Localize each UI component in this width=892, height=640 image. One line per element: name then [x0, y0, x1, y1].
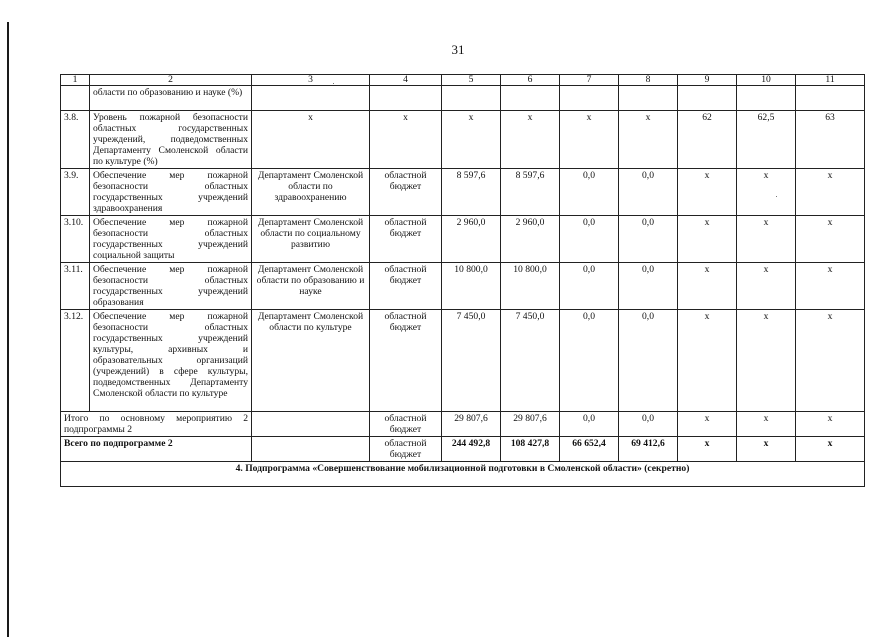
row-description: области по образованию и науке (%): [90, 86, 252, 111]
row-value-10: х: [737, 310, 796, 412]
row-number: 3.11.: [61, 263, 90, 310]
row-executor: [252, 86, 370, 111]
row-value-6: [501, 86, 560, 111]
row-value-7: 0,0: [560, 169, 619, 216]
row-value-10: х: [737, 169, 796, 216]
column-header: 9: [678, 75, 737, 86]
column-header: 3: [252, 75, 370, 86]
row-executor: х: [252, 111, 370, 169]
row-value-5: 10 800,0: [442, 263, 501, 310]
row-value-5: 2 960,0: [442, 216, 501, 263]
row-description: Обеспечение мер пожарной безопасности областных государственных учреждений культуры, архивных и образовательных организаций (учреждений) в сфере культуры, подведомственных Департаменту Смоленской области по культуре: [90, 310, 252, 412]
row-value-10: [737, 86, 796, 111]
row-value-6: 10 800,0: [501, 263, 560, 310]
total-executor: [252, 437, 370, 462]
row-value-6: 7 450,0: [501, 310, 560, 412]
table-row: [61, 216, 865, 263]
row-value-10: 62,5: [737, 111, 796, 169]
total-label: Всего по подпрограмме 2: [61, 437, 252, 462]
row-value-8: 0,0: [619, 169, 678, 216]
page-number: 31: [451, 42, 465, 57]
row-executor: Департамент Смоленской области по социальному развитию: [252, 216, 370, 263]
scan-edge-line: [7, 22, 9, 637]
subtotal-value-8: 0,0: [619, 412, 678, 437]
total-value-11: х: [796, 437, 865, 462]
total-value-9: х: [678, 437, 737, 462]
row-description: Обеспечение мер пожарной безопасности областных государственных учреждений социальной защиты: [90, 216, 252, 263]
row-value-9: х: [678, 310, 737, 412]
total-value-6: 108 427,8: [501, 437, 560, 462]
row-description: Уровень пожарной безопасности областных государственных учреждений, подведомственных Департаменту Смоленской области по культуре (%): [90, 111, 252, 169]
row-executor: Департамент Смоленской области по культуре: [252, 310, 370, 412]
column-header: 11: [796, 75, 865, 86]
column-header: 8: [619, 75, 678, 86]
row-value-11: х: [796, 263, 865, 310]
table-row: [61, 263, 865, 310]
row-value-6: 2 960,0: [501, 216, 560, 263]
row-value-9: х: [678, 263, 737, 310]
total-value-10: х: [737, 437, 796, 462]
program-table: [60, 74, 865, 487]
row-funding-source: [370, 86, 442, 111]
row-number: 3.12.: [61, 310, 90, 412]
subtotal-value-7: 0,0: [560, 412, 619, 437]
row-number: 3.8.: [61, 111, 90, 169]
column-header: 2: [90, 75, 252, 86]
row-funding-source: областной бюджет: [370, 310, 442, 412]
row-value-10: х: [737, 263, 796, 310]
subtotal-funding-source: областной бюджет: [370, 412, 442, 437]
row-executor: Департамент Смоленской области по образованию и науке: [252, 263, 370, 310]
table-row: [61, 310, 865, 412]
column-header: 5: [442, 75, 501, 86]
row-value-11: х: [796, 310, 865, 412]
table-row: [61, 86, 865, 111]
row-value-8: 0,0: [619, 310, 678, 412]
row-value-10: х: [737, 216, 796, 263]
row-funding-source: областной бюджет: [370, 216, 442, 263]
row-description: Обеспечение мер пожарной безопасности областных государственных учреждений здравоохранения: [90, 169, 252, 216]
subtotal-value-5: 29 807,6: [442, 412, 501, 437]
row-value-11: 63: [796, 111, 865, 169]
subtotal-value-9: х: [678, 412, 737, 437]
row-value-8: 0,0: [619, 216, 678, 263]
subtotal-value-10: х: [737, 412, 796, 437]
table-row: [61, 111, 865, 169]
row-value-8: 0,0: [619, 263, 678, 310]
row-value-7: 0,0: [560, 216, 619, 263]
total-row: [61, 437, 865, 462]
row-value-6: х: [501, 111, 560, 169]
row-value-9: 62: [678, 111, 737, 169]
row-value-9: х: [678, 169, 737, 216]
row-value-9: х: [678, 216, 737, 263]
table-row: [61, 169, 865, 216]
row-value-6: 8 597,6: [501, 169, 560, 216]
subtotal-value-11: х: [796, 412, 865, 437]
row-value-7: 0,0: [560, 310, 619, 412]
column-header: 10: [737, 75, 796, 86]
row-funding-source: областной бюджет: [370, 169, 442, 216]
column-header: 1: [61, 75, 90, 86]
subtotal-row: [61, 412, 865, 437]
row-value-11: х: [796, 216, 865, 263]
subprogram-title: 4. Подпрограмма «Совершенствование мобилизационной подготовки в Смоленской области» (секретно): [61, 462, 865, 487]
row-description: Обеспечение мер пожарной безопасности областных государственных учреждений образования: [90, 263, 252, 310]
total-value-7: 66 652,4: [560, 437, 619, 462]
row-number: 3.9.: [61, 169, 90, 216]
row-value-5: х: [442, 111, 501, 169]
row-value-8: [619, 86, 678, 111]
subtotal-label: Итого по основному мероприятию 2 подпрограммы 2: [61, 412, 252, 437]
row-value-5: [442, 86, 501, 111]
row-value-11: х: [796, 169, 865, 216]
row-funding-source: х: [370, 111, 442, 169]
column-header: 6: [501, 75, 560, 86]
row-value-5: 8 597,6: [442, 169, 501, 216]
row-value-9: [678, 86, 737, 111]
column-number-row: [61, 75, 865, 86]
column-header: 7: [560, 75, 619, 86]
total-value-8: 69 412,6: [619, 437, 678, 462]
row-value-11: [796, 86, 865, 111]
row-executor: Департамент Смоленской области по здравоохранению: [252, 169, 370, 216]
subprogram-heading-row: [61, 462, 865, 487]
row-number: [61, 86, 90, 111]
row-value-7: 0,0: [560, 263, 619, 310]
total-funding-source: областной бюджет: [370, 437, 442, 462]
row-value-8: х: [619, 111, 678, 169]
row-value-7: [560, 86, 619, 111]
column-header: 4: [370, 75, 442, 86]
row-number: 3.10.: [61, 216, 90, 263]
row-value-5: 7 450,0: [442, 310, 501, 412]
subtotal-executor: [252, 412, 370, 437]
subtotal-value-6: 29 807,6: [501, 412, 560, 437]
row-value-7: х: [560, 111, 619, 169]
row-funding-source: областной бюджет: [370, 263, 442, 310]
total-value-5: 244 492,8: [442, 437, 501, 462]
